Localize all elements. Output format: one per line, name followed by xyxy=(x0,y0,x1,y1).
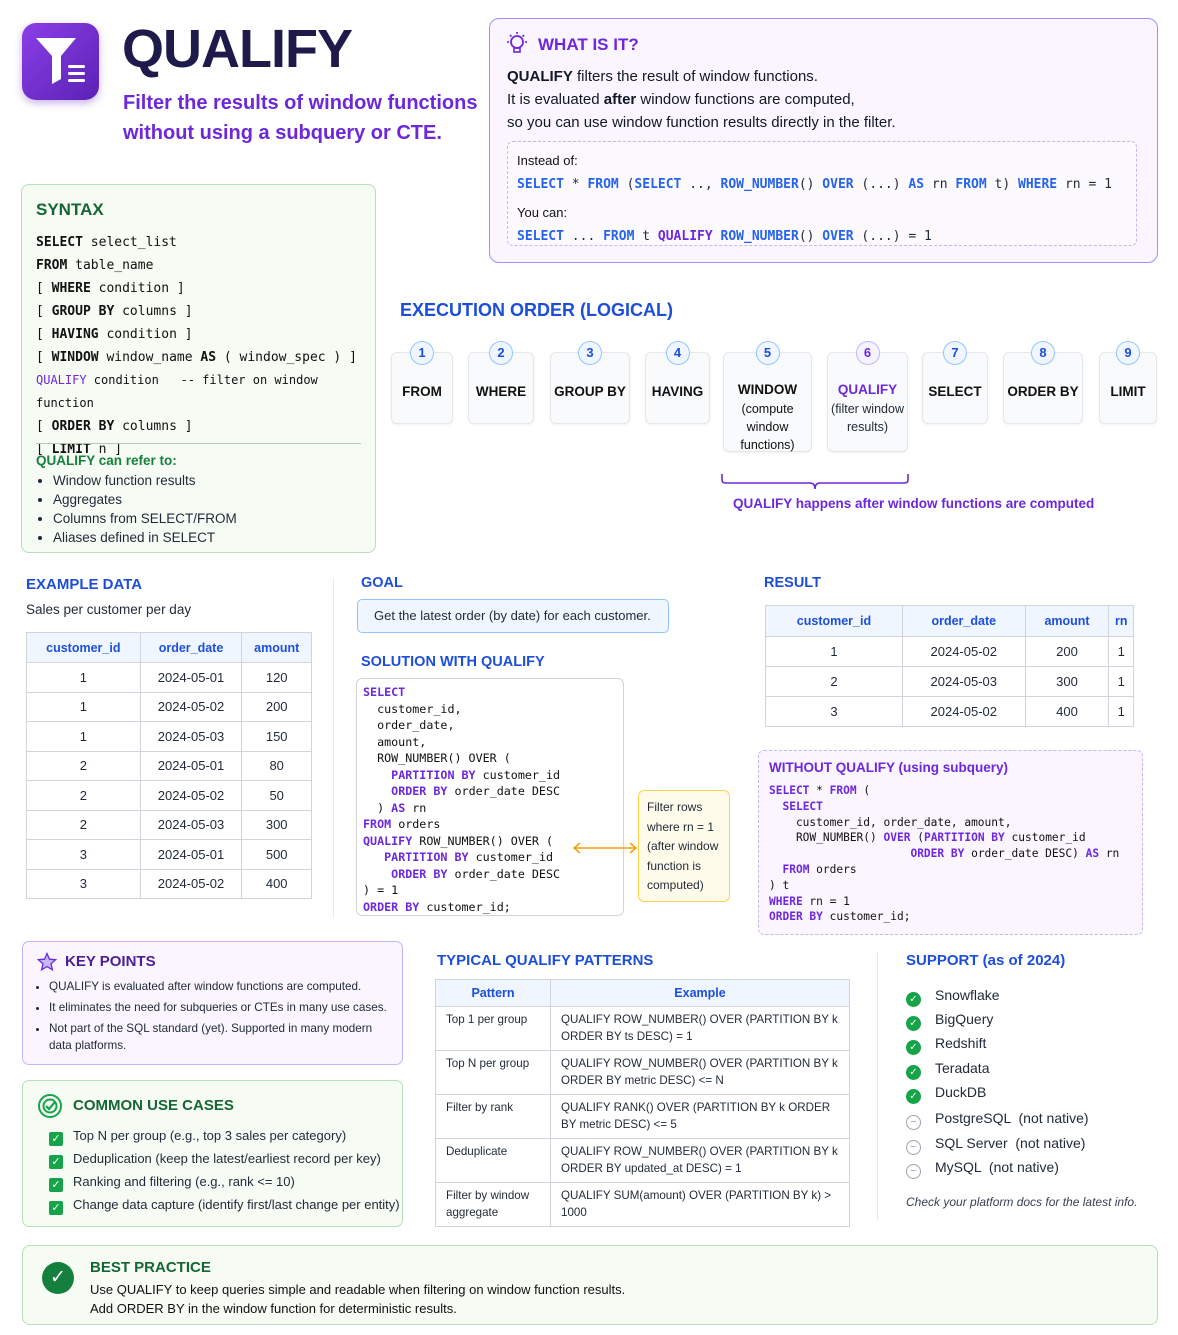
key-point-item: • QUALIFY is evaluated after window functions are computed. xyxy=(49,978,394,995)
what-line-3: so you can use window function results directly in the filter. xyxy=(507,114,896,131)
column-header: customer_id xyxy=(27,633,141,663)
column-header: order_date xyxy=(140,633,242,663)
minus-circle-icon: − xyxy=(906,1140,921,1155)
support-item: ✓ DuckDB xyxy=(906,1084,986,1104)
qualify-logo-icon xyxy=(22,23,99,100)
use-case-item: ✓ Ranking and filtering (e.g., rank <= 10) xyxy=(49,1174,295,1192)
double-arrow-icon xyxy=(571,839,639,862)
patterns-table xyxy=(435,979,850,1227)
minus-circle-icon: − xyxy=(906,1164,921,1179)
checkbox-checked-icon: ✓ xyxy=(49,1178,63,1192)
table-row: 1 2024-05-02 200 xyxy=(27,692,312,722)
use-case-item: ✓ Change data capture (identify first/last change per entity) xyxy=(49,1197,400,1215)
checkbox-checked-icon: ✓ xyxy=(49,1155,63,1169)
you-can-label: You can: xyxy=(517,205,568,220)
page-subtitle: Filter the results of window functions without using a subquery or CTE. xyxy=(123,92,478,144)
refer-item: • Columns from SELECT/FROM xyxy=(53,509,237,528)
best-practice-panel xyxy=(22,1245,1158,1325)
without-qualify-code: SELECT * FROM ( SELECT customer_id, order_date, amount, ROW_NUMBER() OVER (PARTITION BY customer_id ORDER BY order_date DESC) AS rn FROM orders ) t WHERE rn = 1 ORDER BY customer_id; xyxy=(769,784,1120,924)
check-circle-icon: ✓ xyxy=(906,1040,921,1055)
example-data-title: EXAMPLE DATA xyxy=(26,576,143,593)
step-group-by: 3 GROUP BY xyxy=(550,352,630,424)
support-item: − MySQL (not native) xyxy=(906,1159,1059,1179)
what-is-it-panel xyxy=(489,18,1158,263)
goal-title: GOAL xyxy=(361,575,403,591)
comparison-code-box xyxy=(507,141,1137,246)
check-circle-icon: ✓ xyxy=(42,1262,74,1294)
result-table xyxy=(765,605,1134,727)
key-points-panel xyxy=(22,941,403,1065)
step-select: 7 SELECT xyxy=(922,352,988,424)
goal-box: Get the latest order (by date) for each customer. xyxy=(357,599,669,633)
target-icon xyxy=(37,1093,63,1124)
brace-icon xyxy=(720,472,910,497)
column-header: amount xyxy=(242,633,312,663)
best-practice-title: BEST PRACTICE xyxy=(90,1259,211,1276)
minus-circle-icon: − xyxy=(906,1115,921,1130)
brace-label: QUALIFY happens after window functions are computed xyxy=(733,496,1095,511)
instead-of-code: SELECT * FROM (SELECT .., ROW_NUMBER() OVER (...) AS rn FROM t) WHERE rn = 1 xyxy=(517,177,1112,192)
support-item: ✓ Redshift xyxy=(906,1035,986,1055)
key-points-title: KEY POINTS xyxy=(65,953,156,970)
key-point-item: • It eliminates the need for subqueries or CTEs in many use cases. xyxy=(49,999,394,1016)
table-row: Filter by rank QUALIFY RANK() OVER (PARTITION BY k ORDER BY metric DESC) <= 5 xyxy=(436,1095,850,1139)
column-header: amount xyxy=(1025,606,1109,637)
check-circle-icon: ✓ xyxy=(906,1089,921,1104)
refer-item: • Window function results xyxy=(53,471,237,490)
without-qualify-panel xyxy=(758,750,1143,935)
checkbox-checked-icon: ✓ xyxy=(49,1201,63,1215)
checkbox-checked-icon: ✓ xyxy=(49,1132,63,1146)
table-row: 2 2024-05-01 80 xyxy=(27,751,312,781)
check-circle-icon: ✓ xyxy=(906,1016,921,1031)
support-note: Check your platform docs for the latest info. xyxy=(906,1195,1138,1209)
star-icon xyxy=(37,952,57,977)
instead-of-label: Instead of: xyxy=(517,153,578,168)
best-practice-line: Add ORDER BY in the window function for deterministic results. xyxy=(90,1300,457,1316)
column-header: Pattern xyxy=(436,980,551,1007)
table-row: 1 2024-05-02 200 1 xyxy=(766,637,1134,667)
table-row: 3 2024-05-02 400 xyxy=(27,869,312,899)
what-line-2b: after xyxy=(603,91,637,108)
what-is-it-title: WHAT IS IT? xyxy=(538,35,639,54)
table-row: 1 2024-05-01 120 xyxy=(27,663,312,693)
column-header: Example xyxy=(551,980,850,1007)
refer-item: • Aliases defined in SELECT xyxy=(53,528,237,547)
divider xyxy=(36,443,361,444)
column-header: order_date xyxy=(902,606,1025,637)
qualify-refer-list xyxy=(36,451,237,547)
column-header: customer_id xyxy=(766,606,903,637)
syntax-title: SYNTAX xyxy=(36,200,104,219)
table-row: Filter by window aggregate QUALIFY SUM(amount) OVER (PARTITION BY k) > 1000 xyxy=(436,1183,850,1227)
patterns-title: TYPICAL QUALIFY PATTERNS xyxy=(437,952,654,969)
table-row: 2 2024-05-03 300 xyxy=(27,810,312,840)
column-header: rn xyxy=(1109,606,1134,637)
divider xyxy=(333,578,334,918)
syntax-code: SELECT select_list FROM table_name [ WHERE condition ] [ GROUP BY columns ] [ HAVING condition ] [ WINDOW window_name AS ( window_spec ) ] QUALIFY condition -- filter on window function [ ORDER BY columns ] [ LIMIT n ] xyxy=(36,235,357,457)
step-order-by: 8 ORDER BY xyxy=(1003,352,1083,424)
solution-code-block: SELECT customer_id, order_date, amount, ROW_NUMBER() OVER ( PARTITION BY customer_id ORDER BY order_date DESC ) AS rn FROM orders QUALIFY ROW_NUMBER() OVER ( PARTITION BY customer_id ORDER BY order_date DESC ) = 1 ORDER BY customer_id; xyxy=(356,678,624,916)
step-limit: 9 LIMIT xyxy=(1099,352,1157,424)
best-practice-line: Use QUALIFY to keep queries simple and readable when filtering on window function results. xyxy=(90,1282,626,1297)
table-row: 2 2024-05-02 50 xyxy=(27,781,312,811)
example-data-table xyxy=(26,632,312,899)
result-title: RESULT xyxy=(764,575,821,591)
support-title: SUPPORT (as of 2024) xyxy=(906,952,1066,969)
example-data-subtitle: Sales per customer per day xyxy=(26,602,192,617)
common-use-cases-title: COMMON USE CASES xyxy=(73,1097,234,1114)
use-case-item: ✓ Top N per group (e.g., top 3 sales per category) xyxy=(49,1128,346,1146)
divider xyxy=(877,952,878,1220)
table-row: Top 1 per group QUALIFY ROW_NUMBER() OVER (PARTITION BY k ORDER BY ts DESC) = 1 xyxy=(436,1007,850,1051)
support-item: − SQL Server (not native) xyxy=(906,1135,1085,1155)
without-qualify-title: WITHOUT QUALIFY (using subquery) xyxy=(769,760,1008,775)
lightbulb-icon xyxy=(505,31,529,62)
check-circle-icon: ✓ xyxy=(906,992,921,1007)
table-row: Top N per group QUALIFY ROW_NUMBER() OVER (PARTITION BY k ORDER BY metric DESC) <= N xyxy=(436,1051,850,1095)
table-row: Deduplicate QUALIFY ROW_NUMBER() OVER (PARTITION BY k ORDER BY updated_at DESC) = 1 xyxy=(436,1139,850,1183)
table-row: 3 2024-05-02 400 1 xyxy=(766,697,1134,727)
step-qualify: 6 QUALIFY (filter window results) xyxy=(827,352,908,452)
support-item: ✓ Snowflake xyxy=(906,987,1000,1007)
refer-title: QUALIFY can refer to: xyxy=(36,453,177,468)
execution-order-title: EXECUTION ORDER (LOGICAL) xyxy=(400,300,673,320)
support-item: ✓ Teradata xyxy=(906,1060,989,1080)
what-line-2c: window functions are computed, xyxy=(636,91,855,108)
support-item: − PostgreSQL (not native) xyxy=(906,1110,1089,1130)
step-from: 1 FROM xyxy=(391,352,453,424)
step-having: 4 HAVING xyxy=(645,352,710,424)
step-where: 2 WHERE xyxy=(468,352,534,424)
best-practice-text xyxy=(90,1281,625,1318)
refer-item: • Aggregates xyxy=(53,490,237,509)
table-row: 2 2024-05-03 300 1 xyxy=(766,667,1134,697)
syntax-panel xyxy=(21,184,376,553)
filter-note: Filter rows where rn = 1 (after window function is computed) xyxy=(638,790,730,902)
page-title: QUALIFY xyxy=(122,19,352,79)
table-row: 3 2024-05-01 500 xyxy=(27,840,312,870)
qualify-keyword: QUALIFY xyxy=(507,68,573,85)
key-point-item: • Not part of the SQL standard (yet). Supported in many modern data platforms. xyxy=(49,1020,394,1054)
check-circle-icon: ✓ xyxy=(906,1065,921,1080)
what-line-2a: It is evaluated xyxy=(507,91,604,108)
solution-title: SOLUTION WITH QUALIFY xyxy=(361,654,545,670)
table-row: 1 2024-05-03 150 xyxy=(27,722,312,752)
step-window: 5 WINDOW (compute window functions) xyxy=(723,352,812,452)
what-is-it-text xyxy=(507,65,1147,134)
you-can-code: SELECT ... FROM t QUALIFY ROW_NUMBER() OVER (...) = 1 xyxy=(517,229,932,244)
use-case-item: ✓ Deduplication (keep the latest/earliest record per key) xyxy=(49,1151,381,1169)
support-item: ✓ BigQuery xyxy=(906,1011,993,1031)
common-use-cases-panel xyxy=(22,1080,403,1227)
what-line-1: filters the result of window functions. xyxy=(572,68,818,85)
